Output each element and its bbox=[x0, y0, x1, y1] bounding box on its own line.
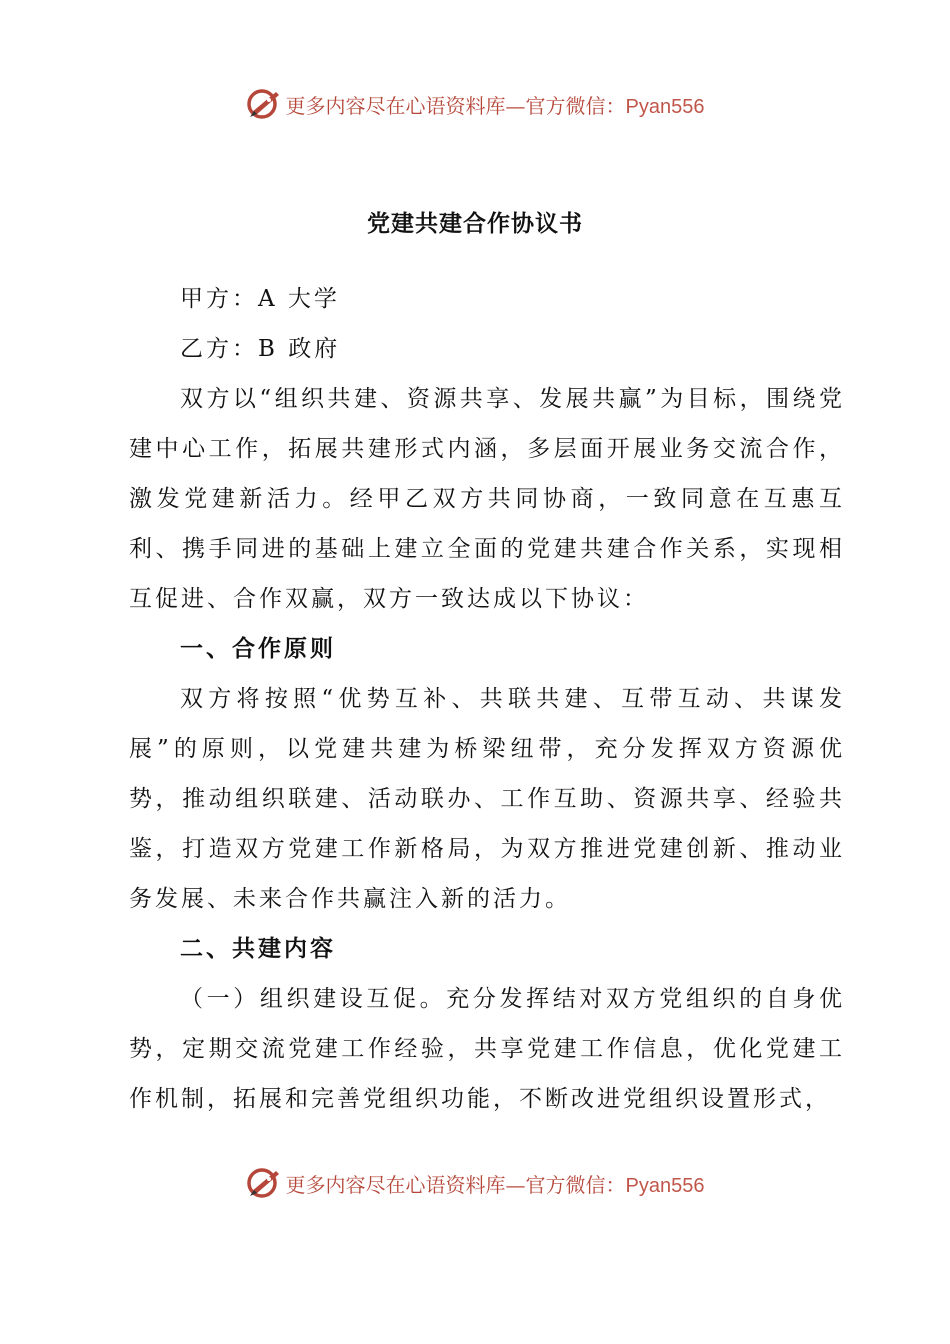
watermark-text: 更多内容尽在心语资料库—官方微信： bbox=[285, 1172, 626, 1197]
pen-logo-icon bbox=[246, 86, 282, 122]
watermark-banner-top bbox=[0, 84, 950, 124]
principles-paragraph: 双方将按照“优势互补、共联共建、互带互动、共谋发展”的原则，以党建共建为桥梁纽带，充分发挥双方资源优势，推动组织联建、活动联办、工作互助、资源共享、经验共鉴，打造双方党建工作新格局，为双方推进党建创新、推动业务发展、未来合作共赢注入新的活力。 bbox=[129, 686, 845, 912]
party-a: 甲方：A 大学 bbox=[180, 286, 340, 312]
watermark-handle: Pyan556 bbox=[625, 95, 705, 118]
pen-logo-icon bbox=[246, 1165, 282, 1201]
section-heading-principles: 一、合作原则 bbox=[180, 635, 336, 662]
watermark-text: 更多内容尽在心语资料库—官方微信： bbox=[285, 93, 626, 118]
watermark-banner-bottom bbox=[0, 1163, 950, 1203]
content-item-1: （一）组织建设互促。充分发挥结对双方党组织的自身优势，定期交流党建工作经验，共享党建工作信息，优化党建工作机制，拓展和完善党组织功能，不断改进党组织设置形式， bbox=[129, 986, 845, 1112]
watermark-handle: Pyan556 bbox=[625, 1174, 705, 1197]
party-b: 乙方：B 政府 bbox=[180, 336, 341, 362]
intro-paragraph: 双方以“组织共建、资源共享、发展共赢”为目标，围绕党建中心工作，拓展共建形式内涵，多层面开展业务交流合作，激发党建新活力。经甲乙双方共同协商，一致同意在互惠互利、携手同进的基础上建立全面的党建共建合作关系，实现相互促进、合作双赢，双方一致达成以下协议： bbox=[129, 386, 845, 612]
document-title: 党建共建合作协议书 bbox=[367, 210, 583, 237]
section-heading-content: 二、共建内容 bbox=[180, 935, 336, 962]
document-body bbox=[129, 274, 845, 1124]
